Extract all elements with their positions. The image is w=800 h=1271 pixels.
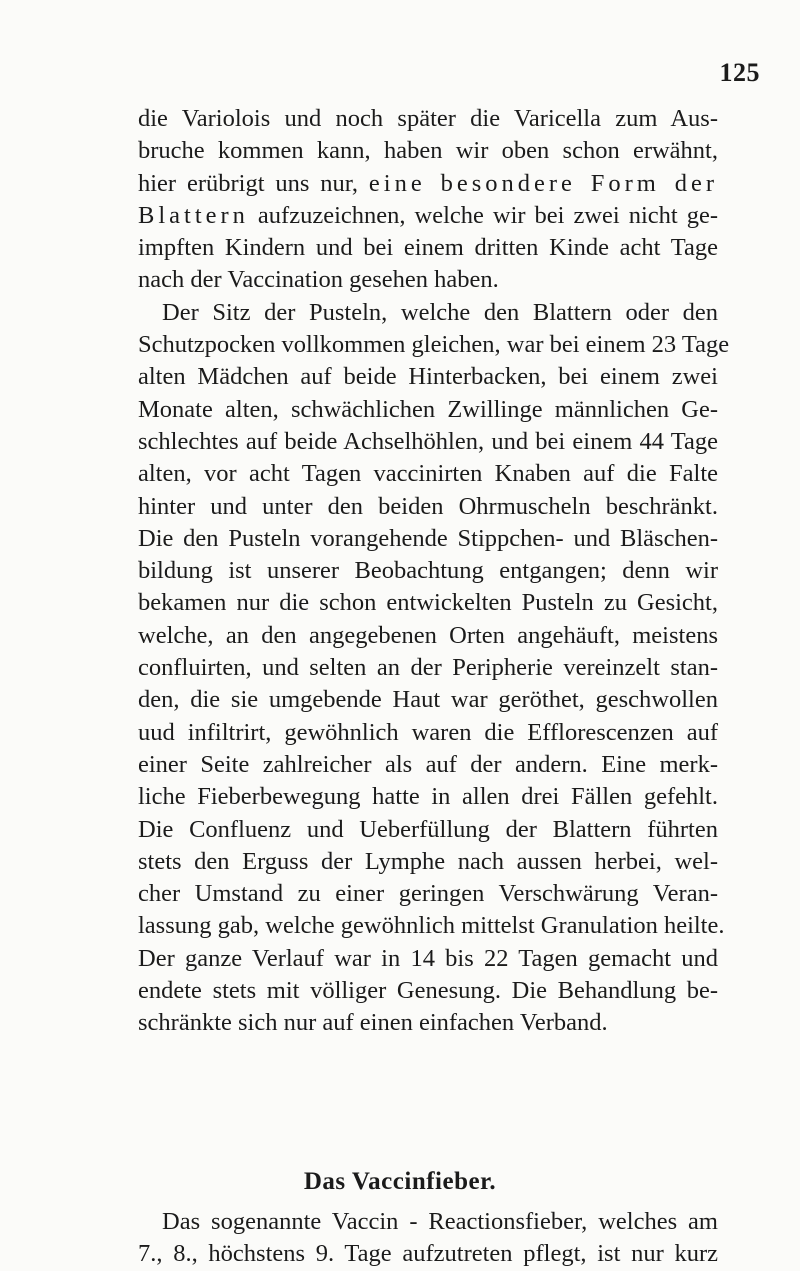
text-line: hinter und unter den beiden Ohrmuscheln beschränkt.	[138, 492, 718, 520]
text-line	[138, 200, 718, 232]
text-line	[138, 168, 718, 200]
text-line: bekamen nur die schon entwickelten Pusteln zu Gesicht,	[138, 589, 718, 617]
text-line: Der Sitz der Pusteln, welche den Blattern oder den	[162, 298, 718, 326]
text-line: impften Kindern und bei einem dritten Kinde acht Tage	[138, 234, 718, 262]
text-line: confluirten, und selten an der Peripherie vereinzelt stan-	[138, 654, 718, 682]
text-line: welche, an den angegebenen Orten angehäuft, meistens	[138, 621, 718, 649]
paragraph-varicella	[138, 103, 730, 1040]
text-line: uud infiltrirt, gewöhnlich waren die Efflorescenzen auf	[138, 718, 718, 746]
text-line: Die den Pusteln vorangehende Stippchen- und Bläschen-	[138, 524, 718, 552]
emphasized-phrase: eine besondere Form der	[368, 169, 718, 197]
text-line: lassung gab, welche gewöhnlich mittelst Granulation heilte.	[138, 912, 725, 940]
text-line: Monate alten, schwächlichen Zwillinge männlichen Ge-	[138, 395, 718, 423]
text-line: Das sogenannte Vaccin - Reactionsfieber, welches am	[162, 1208, 718, 1235]
section-heading: Das Vaccinfieber.	[303, 1168, 497, 1195]
text-line: cher Umstand zu einer geringen Verschwärung Veran-	[138, 880, 718, 908]
text-line: bildung ist unserer Beobachtung entgangen; denn wir	[138, 557, 718, 585]
text-line: einer Seite zahlreicher als auf der andern. Eine merk-	[138, 750, 718, 778]
text-line: Die Confluenz und Ueberfüllung der Blattern führten	[138, 815, 718, 843]
emphasized-word: Blattern	[138, 201, 249, 229]
text-line: liche Fieberbewegung hatte in allen drei Fällen gefehlt.	[138, 783, 718, 811]
text-line: Der ganze Verlauf war in 14 bis 22 Tagen gemacht und	[138, 944, 718, 972]
text-line: alten Mädchen auf beide Hinterbacken, bei einem zwei	[138, 363, 718, 391]
text-line: 7., 8., höchstens 9. Tage aufzutreten pflegt, ist nur kurz	[138, 1240, 718, 1268]
text-line: die Variolois und noch später die Varicella zum Aus-	[138, 105, 718, 132]
text-line: schränkte sich nur auf einen einfachen Verband.	[138, 1009, 608, 1037]
text-line: bruche kommen kann, haben wir oben schon erwähnt,	[138, 137, 718, 165]
text-line: endete stets mit völliger Genesung. Die Behandlung be-	[138, 977, 718, 1005]
text-line: schlechtes auf beide Achselhöhlen, und bei einem 44 Tage	[138, 427, 718, 455]
text-line: den, die sie umgebende Haut war geröthet, geschwollen	[138, 686, 718, 714]
text-segment: hier erübrigt uns nur,	[138, 169, 369, 197]
text-line: stets den Erguss der Lymphe nach aussen herbei, wel-	[138, 847, 718, 875]
text-segment: aufzuzeichnen, welche wir bei zwei nicht ge-	[248, 201, 718, 229]
page-number: 125	[719, 58, 760, 87]
text-line: Schutzpocken vollkommen gleichen, war bei einem 23 Tage	[138, 331, 730, 359]
text-line: alten, vor acht Tagen vaccinirten Knaben auf die Falte	[138, 460, 718, 488]
text-line: nach der Vaccination gesehen haben.	[138, 266, 499, 294]
paragraph-vaccinfieber	[138, 1206, 718, 1271]
